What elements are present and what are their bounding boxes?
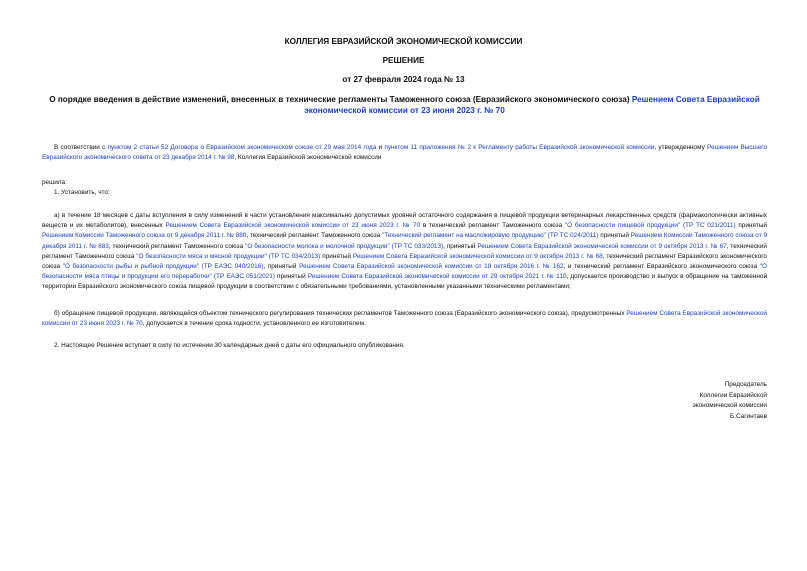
item-a-text-9: принятый <box>320 252 353 260</box>
link-supreme-council-decision-98[interactable]: Решением Высшего Евразийского экономического совета от 23 декабря 2014 г. № 98 <box>42 144 768 162</box>
signature-body-2: экономической комиссии <box>692 402 767 410</box>
preamble-text-4: , Коллегия Евразийской экономической комиссии <box>234 154 382 162</box>
org-heading: КОЛЛЕГИЯ ЕВРАЗИЙСКОЙ ЭКОНОМИЧЕСКОЙ КОМИССИИ <box>284 37 523 46</box>
item-a-text-4: , технический регламент Таможенного союза <box>246 232 383 240</box>
date-number-heading: от 27 февраля 2024 года № 13 <box>342 75 465 84</box>
item-a-text-1: а) в течение 18 месяцев с даты вступления в силу изменений в части установления максимально допустимых уровней остаточного содержания в пищевой продукции ветеринарных лекарственных средств (фармакологически активных веществ и их метаболитов), внесенных <box>42 212 767 230</box>
item-a-text-3: принятый <box>735 222 767 230</box>
preamble-text-1: В соответствии с <box>54 144 108 151</box>
item-a-text-14: , допускается производство и выпуск в обращение на таможенной территории Евразийского экономического союза пищевой продукции в соответствии с обязательными требованиями, установленными указанными техническими регламентами; <box>42 273 768 291</box>
item-a-text-13: принятый <box>274 273 308 281</box>
signature-name: Б.Сагинтаев <box>730 412 767 420</box>
link-decision-162[interactable]: Решением Совета Евразийской экономической комиссии от 18 октября 2016 г. № 162 <box>299 263 564 271</box>
link-tr-ts-034[interactable]: "О безопасности мяса и мясной продукции" (ТР ТС 034/2013) <box>136 252 321 260</box>
signature-position: Председатель <box>724 381 767 388</box>
title-link[interactable]: Решением Совета Евразийской экономической комиссии от 23 июня 2023 г. № 70 <box>304 95 760 115</box>
decided-label: решила: <box>42 179 67 186</box>
preamble-paragraph <box>42 143 767 163</box>
preamble-text-2: и <box>376 144 385 151</box>
item-a-text-10: , технический регламент Евразийского экономического союза <box>42 252 767 271</box>
signature-block <box>693 380 768 422</box>
signature-body-1: Коллегии Евразийской <box>699 391 767 399</box>
item-a-text-5: принятый <box>598 232 631 240</box>
link-regulation-item-11[interactable]: пунктом 11 приложения № 2 к Регламенту работы Евразийской экономической комиссии <box>384 144 655 151</box>
item-a-text-7: , принятый <box>443 242 478 250</box>
item-a-text-6: , технический регламент Таможенного союза <box>108 242 246 250</box>
item-b-text-2: , допускается в течение срока годности, установленного ее изготовителем. <box>142 320 366 328</box>
item-b-paragraph <box>42 309 767 329</box>
preamble-text-3: , утвержденному <box>654 144 708 151</box>
item-a-text-8: , технический регламент Таможенного союза <box>42 242 767 260</box>
link-tr-ts-024[interactable]: "Технический регламент на масложировую продукцию" (ТР ТС 024/2011) <box>382 232 599 240</box>
item-a-text-12: , и технический регламент Евразийского экономического союза <box>563 263 760 271</box>
document-title <box>42 94 767 116</box>
link-decision-110[interactable]: Решением Совета Евразийской экономической комиссии от 29 октября 2021 г. № 110 <box>307 273 567 281</box>
item-b-text-1: б) обращение пищевой продукции, являющейся объектом технического регулирования технических регламентов Таможенного союза (Евразийского экономического союза), предусмотренных <box>54 310 627 317</box>
item-2-text: 2. Настоящее Решение вступает в силу по истечении 30 календарных дней с даты его официального опубликования. <box>54 342 405 349</box>
link-treaty-article-52[interactable]: пунктом 2 статьи 52 Договора о Евразийском экономическом союзе от 29 мая 2014 года <box>107 144 377 151</box>
item-a-text-11: , принятый <box>263 263 300 271</box>
link-decision-883[interactable]: Решением Комиссии Таможенного союза от 9 декабря 2011 г. № 883 <box>42 232 768 250</box>
link-decision-70-b[interactable]: Решением Совета Евразийской экономической комиссии от 23 июня 2023 г. № 70 <box>42 310 767 328</box>
link-tr-ts-033[interactable]: "О безопасности молока и молочной продукции" (ТР ТС 033/2013) <box>245 242 444 250</box>
doc-type-heading: РЕШЕНИЕ <box>382 56 425 65</box>
link-decision-880[interactable]: Решением Комиссии Таможенного союза от 9 декабря 2011 г. № 880 <box>42 232 247 240</box>
link-decision-68[interactable]: Решением Совета Евразийской экономической комиссии от 9 октября 2013 г. № 68 <box>352 252 603 260</box>
link-decision-70[interactable]: Решением Совета Евразийской экономической комиссии от 23 июня 2023 г. № 70 <box>165 222 421 230</box>
item-a-paragraph <box>42 211 767 293</box>
link-decision-67[interactable]: Решением Совета Евразийской экономической комиссии от 9 октября 2013 г. № 67 <box>477 242 727 250</box>
link-tr-eaeu-040[interactable]: "О безопасности рыбы и рыбной продукции" (ТР ЕАЭС 040/2016) <box>62 263 264 271</box>
item-1-text: 1. Установить, что: <box>54 189 110 196</box>
link-tr-ts-021[interactable]: "О безопасности пищевой продукции" (ТР ТС 021/2011) <box>564 222 736 230</box>
link-tr-eaeu-051[interactable]: "О безопасности мяса птицы и продукции его переработки" (ТР ЕАЭС 051/2021) <box>42 263 768 281</box>
item-a-text-2: в технический регламент Таможенного союза <box>420 222 565 230</box>
title-text: О порядке введения в действие изменений, внесенных в технические регламенты Таможенного союза (Евразийского экономического союза) <box>49 95 632 104</box>
